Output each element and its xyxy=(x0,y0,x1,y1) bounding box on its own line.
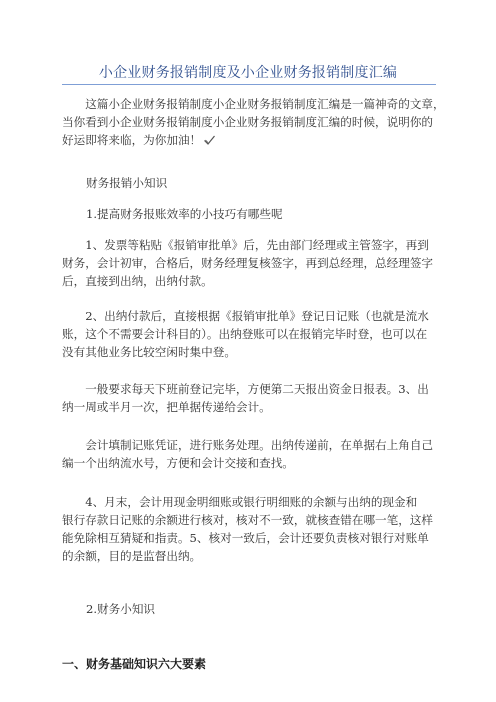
section-heading-1: 一、财务基础知识六大要素 xyxy=(62,657,207,671)
paragraph-line: 2、出纳付款后，直接根据《报销审批单》登记日记账（也就是流水 xyxy=(85,309,429,323)
paragraph-2 xyxy=(62,307,438,361)
paragraph-5 xyxy=(62,493,438,565)
paragraph-line: 账，这个不需要会计科目的）。出纳登账可以在报销完毕时登，也可以在 xyxy=(62,327,428,341)
intro-line: 当你看到小企业财务报销制度小企业财务报销制度汇编的时候，说明你的 xyxy=(62,115,434,129)
paragraph-line: 1、发票等粘贴《报销审批单》后，先由部门经理或主管签字，再到 xyxy=(85,238,429,252)
paragraph-line: 会计填制记账凭证，进行账务处理。出纳传递前，在单据右上角自己 xyxy=(85,438,434,452)
paragraph-line: 4、月末，会计用现金明细账或银行明细账的余额与出纳的现金和 xyxy=(85,495,418,509)
intro-paragraph xyxy=(62,95,445,149)
intro-line-last: 好运即将来临，为你加油！ xyxy=(62,131,438,149)
question-1: 1.提高财务报账效率的小技巧有哪些呢 xyxy=(86,207,283,221)
paragraph-line: 能免除相互猜疑和指责。5、核对一致后，会计还要负责核对银行对账单 xyxy=(62,531,429,545)
paragraph-line: 一般要求每天下班前登记完毕，方便第二天报出资金日报表。3、出 xyxy=(85,382,429,396)
paragraph-line: 没有其他业务比较空闲时集中登。 xyxy=(62,345,236,359)
paragraph-line: 银行存款日记账的余额进行核对，核对不一致，就核查错在哪一笔，这样 xyxy=(62,513,434,527)
document-title: 小企业财务报销制度及小企业财务报销制度汇编 xyxy=(98,65,398,81)
question-2: 2.财务小知识 xyxy=(86,602,156,616)
paragraph-line: 编一个出纳流水号，方便和会计交接和查找。 xyxy=(62,456,294,470)
paragraph-line: 纳一周或半月一次，把单据传递给会计。 xyxy=(62,400,271,414)
paragraph-line: 后，直接到出纳，出纳付款。 xyxy=(62,274,213,288)
paragraph-4 xyxy=(62,436,438,472)
check-icon xyxy=(203,134,216,146)
paragraph-1 xyxy=(62,236,438,290)
paragraph-line: 的余额，目的是监督出纳。 xyxy=(62,549,202,563)
title-divider xyxy=(62,84,436,85)
section-heading-small-tips: 财务报销小知识 xyxy=(86,176,168,190)
paragraph-line: 财务，会计初审，合格后，财务经理复核签字，再到总经理，总经理签字 xyxy=(62,256,434,270)
paragraph-3 xyxy=(62,380,438,416)
intro-line: 这篇小企业财务报销制度小企业财务报销制度汇编是一篇神奇的文章， xyxy=(85,97,445,111)
